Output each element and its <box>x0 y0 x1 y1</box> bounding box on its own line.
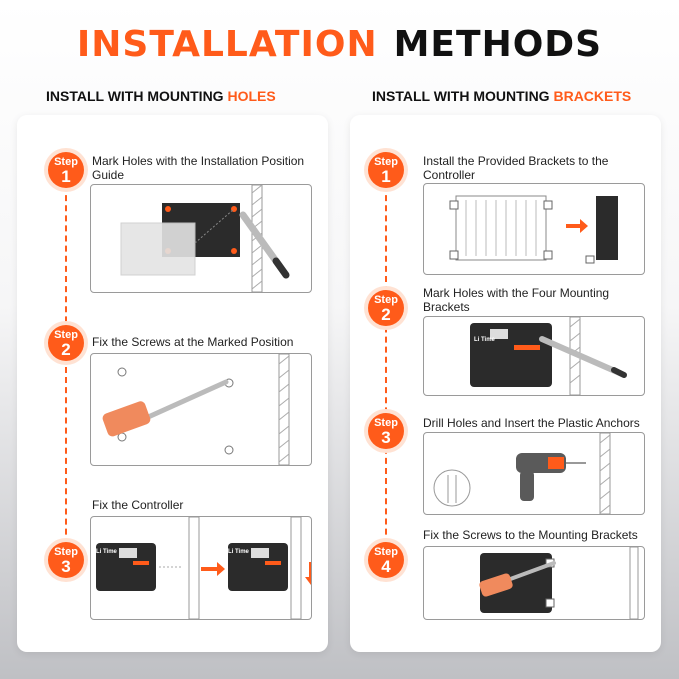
step-label: Step <box>54 546 78 558</box>
step-label: Step <box>54 156 78 168</box>
right-heading-prefix: INSTALL WITH MOUNTING <box>372 88 554 104</box>
left-step-2-illustration <box>90 353 312 466</box>
left-step-3-text: Fix the Controller <box>92 498 184 512</box>
right-step-1-text: Install the Provided Brackets to the Controller <box>423 154 609 182</box>
title-part-methods: METHODS <box>393 24 603 65</box>
step-label: Step <box>374 156 398 168</box>
right-step-4-badge <box>368 542 404 578</box>
left-step-3-badge <box>48 542 84 578</box>
right-step-2-device-brand: Li Time <box>474 337 495 343</box>
right-step-1-illustration <box>423 183 645 275</box>
right-step-4-illustration <box>423 546 645 620</box>
step-label: Step <box>374 546 398 558</box>
right-step-1-badge <box>368 152 404 188</box>
left-heading-accent: HOLES <box>227 88 276 104</box>
left-step-connector <box>65 185 67 565</box>
step-number: 3 <box>381 428 391 447</box>
title-part-installation: INSTALLATION <box>76 24 378 65</box>
step-number: 1 <box>61 167 71 186</box>
right-heading-accent: BRACKETS <box>553 88 632 104</box>
step-label: Step <box>374 294 398 306</box>
left-heading-prefix: INSTALL WITH MOUNTING <box>46 88 228 104</box>
left-step-1-illustration <box>90 184 312 293</box>
right-step-4-text: Fix the Screws to the Mounting Brackets <box>423 528 638 542</box>
right-column-heading <box>372 88 631 104</box>
left-step-3-device-brand-a: Li Time <box>96 549 117 555</box>
right-step-3-illustration <box>423 432 645 515</box>
left-column-heading <box>46 88 276 104</box>
left-step-2-badge <box>48 325 84 361</box>
right-step-3-badge <box>368 413 404 449</box>
left-step-2-text: Fix the Screws at the Marked Position <box>92 335 294 349</box>
right-step-3-text: Drill Holes and Insert the Plastic Anchors <box>423 416 640 430</box>
step-number: 1 <box>381 167 391 186</box>
left-step-1-badge <box>48 152 84 188</box>
step-number: 3 <box>61 557 71 576</box>
left-step-3-device-brand-b: Li Time <box>228 549 249 555</box>
left-step-3-illustration <box>90 516 312 620</box>
right-step-2-badge <box>368 290 404 326</box>
left-step-1-text: Mark Holes with the Installation Position Guide <box>92 154 305 182</box>
step-label: Step <box>54 329 78 341</box>
page-title <box>0 24 679 65</box>
left-method-panel <box>17 115 328 652</box>
right-step-2-illustration <box>423 316 645 396</box>
right-step-2-text: Mark Holes with the Four Mounting Brackets <box>423 286 610 314</box>
step-number: 2 <box>381 305 391 324</box>
step-label: Step <box>374 417 398 429</box>
step-number: 4 <box>381 557 391 576</box>
right-step-connector <box>385 185 387 575</box>
right-method-panel <box>350 115 661 652</box>
step-number: 2 <box>61 340 71 359</box>
